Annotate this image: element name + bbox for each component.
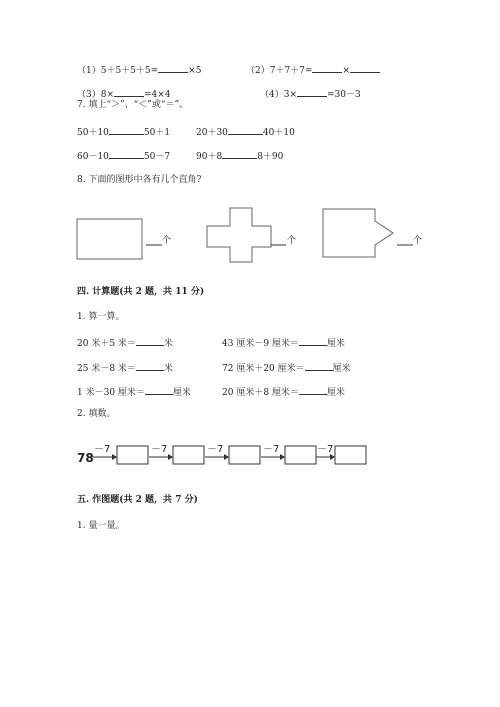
chain-op-label: －7	[94, 444, 111, 455]
q7-expr: 40＋10	[262, 128, 295, 138]
q8-unit-3: 个	[413, 236, 423, 246]
q6-item-4-expr: （4）3×	[260, 90, 297, 100]
calc-expr: 1 米－30 厘米＝	[77, 388, 145, 398]
calc-expr: 43 厘米－9 厘米＝	[222, 339, 299, 349]
q7-expr: 90＋8	[196, 152, 223, 162]
calc-expr: 20 厘米＋8 厘米＝	[222, 388, 299, 398]
q7-expr: 8＋90	[257, 152, 284, 162]
q7-title: 7. 填上“＞”、“＜”或“＝”。	[77, 100, 189, 110]
chain-op-label: －7	[151, 444, 168, 455]
q7-expr: 20＋30	[196, 128, 228, 138]
chain-answer-box[interactable]	[335, 446, 366, 464]
chain-answer-box[interactable]	[229, 446, 260, 464]
q8-unit-1: 个	[162, 236, 172, 246]
section-5-heading: 五. 作图题(共 2 题，共 7 分)	[77, 495, 198, 505]
section-4-q1-title: 1. 算一算。	[77, 312, 125, 322]
q8-title: 8. 下面的图形中各有几个直角?	[77, 175, 202, 185]
q7-expr: 60－10	[77, 152, 109, 162]
arrowhead-icon	[280, 454, 285, 460]
chain-answer-box[interactable]	[285, 446, 316, 464]
q7-expr: 50＋1	[143, 128, 171, 138]
section-5-q1-title: 1. 量一量。	[77, 521, 125, 531]
section-4-heading: 四. 计算题(共 2 题，共 11 分)	[77, 287, 205, 297]
section-4-q2-title: 2. 填数。	[77, 409, 116, 419]
chain-op-label: －7	[317, 444, 334, 455]
q6-item-3-tail: =4×4	[144, 90, 171, 100]
calc-unit: 厘米	[172, 388, 191, 398]
calc-expr: 25 米－8 米＝	[77, 364, 136, 374]
chain-answer-box[interactable]	[117, 446, 148, 464]
q8-unit-2: 个	[287, 236, 297, 246]
q7-expr: 50－7	[143, 152, 171, 162]
arrowhead-icon	[168, 454, 173, 460]
q6-item-4-tail: =30－3	[327, 90, 361, 100]
q6-item-1-tail: ×5	[188, 66, 202, 76]
q6-item-2-expr: （2）7＋7＋7=	[246, 66, 313, 76]
calc-expr: 72 厘米＋20 厘米＝	[222, 364, 305, 374]
q6-item-2-mid: ×	[342, 66, 350, 76]
chain-start-number: 78	[77, 451, 94, 465]
q7-expr: 50＋10	[77, 128, 109, 138]
chain-op-label: －7	[263, 444, 280, 455]
calc-unit: 厘米	[332, 364, 351, 374]
arrowhead-icon	[112, 454, 117, 460]
q6-item-1-expr: （1）5＋5＋5＋5=	[77, 66, 159, 76]
chain-answer-box[interactable]	[173, 446, 204, 464]
arrowhead-icon	[224, 454, 229, 460]
calc-unit: 厘米	[326, 388, 345, 398]
calc-expr: 20 米＋5 米＝	[77, 339, 136, 349]
calc-unit: 米	[163, 339, 173, 349]
chain-op-label: －7	[207, 444, 224, 455]
calc-unit: 厘米	[326, 339, 345, 349]
q6-item-3-expr: （3）8×	[77, 90, 114, 100]
calc-unit: 米	[163, 364, 173, 374]
